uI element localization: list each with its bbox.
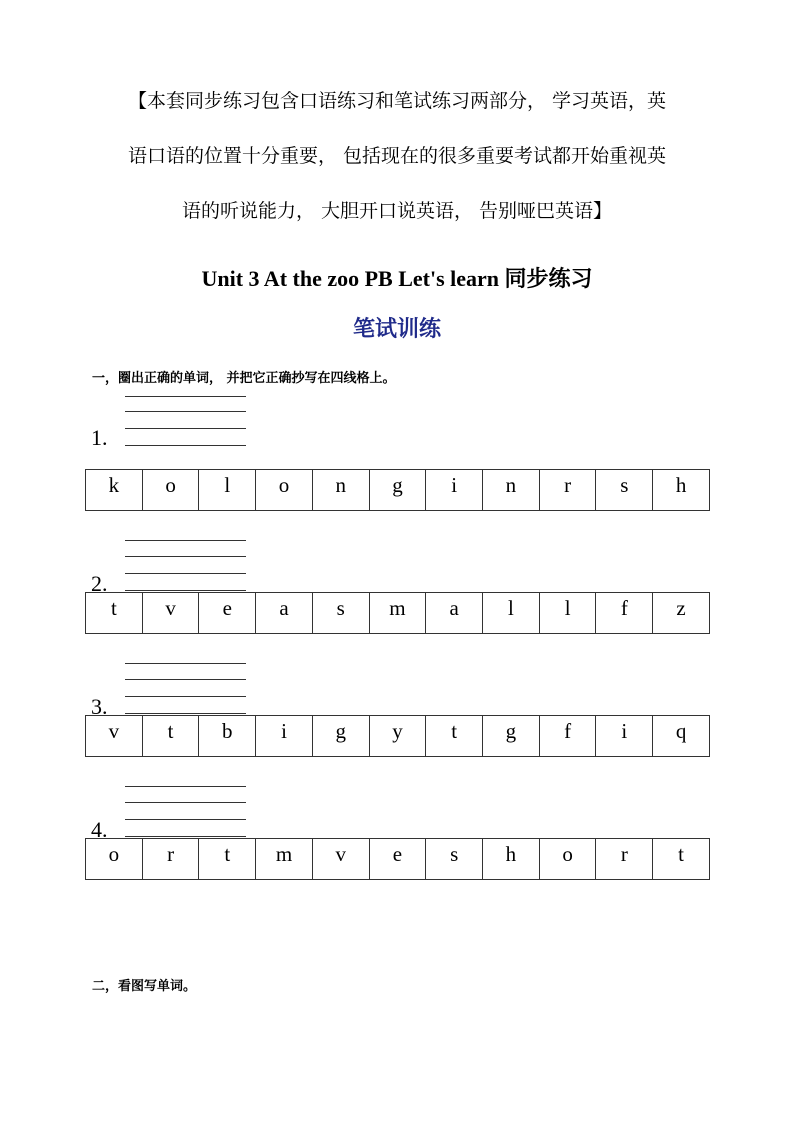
letter-cell[interactable]: i bbox=[596, 716, 653, 757]
intro-paragraph bbox=[60, 74, 734, 239]
page-subtitle: 笔试训练 bbox=[352, 316, 441, 342]
letter-cell[interactable]: g bbox=[312, 716, 369, 757]
intro-line: 语口语的位置十分重要， 包括现在的很多重要考试都开始重视英 bbox=[127, 145, 667, 167]
letter-cell[interactable]: a bbox=[256, 593, 313, 634]
letter-cell[interactable]: t bbox=[653, 839, 710, 880]
letter-grid bbox=[85, 715, 710, 757]
letter-cell[interactable]: t bbox=[86, 593, 143, 634]
letter-cell[interactable]: a bbox=[426, 593, 483, 634]
letter-grid bbox=[85, 469, 710, 511]
letter-cell[interactable]: r bbox=[539, 470, 596, 511]
intro-line: 【本套同步练习包含口语练习和笔试练习两部分， 学习英语，英 bbox=[127, 90, 667, 112]
exercise-1 bbox=[0, 392, 794, 522]
letter-cell[interactable]: t bbox=[142, 716, 199, 757]
letter-cell[interactable]: n bbox=[312, 470, 369, 511]
letter-cell[interactable]: g bbox=[483, 716, 540, 757]
letter-cell[interactable]: n bbox=[483, 470, 540, 511]
letter-grid bbox=[85, 592, 710, 634]
intro-line: 语的听说能力， 大胆开口说英语， 告别哑巴英语】 bbox=[181, 200, 613, 222]
letter-cell[interactable]: m bbox=[369, 593, 426, 634]
letter-cell[interactable]: h bbox=[653, 470, 710, 511]
letter-cell[interactable]: e bbox=[369, 839, 426, 880]
letter-cell[interactable]: f bbox=[596, 593, 653, 634]
letter-cell[interactable]: l bbox=[199, 470, 256, 511]
letter-cell[interactable]: o bbox=[142, 470, 199, 511]
exercise-2 bbox=[0, 515, 794, 645]
letter-cell[interactable]: e bbox=[199, 593, 256, 634]
letter-cell[interactable]: f bbox=[539, 716, 596, 757]
letter-cell[interactable]: k bbox=[86, 470, 143, 511]
letter-cell[interactable]: i bbox=[256, 716, 313, 757]
exercise-number: 2. bbox=[91, 571, 108, 596]
letter-cell[interactable]: q bbox=[653, 716, 710, 757]
page-title: Unit 3 At the zoo PB Let's learn 同步练习 bbox=[201, 266, 593, 291]
letter-cell[interactable]: l bbox=[539, 593, 596, 634]
letter-cell[interactable]: r bbox=[142, 839, 199, 880]
letter-cell[interactable]: v bbox=[142, 593, 199, 634]
letter-cell[interactable]: v bbox=[86, 716, 143, 757]
exercise-number: 1. bbox=[91, 425, 108, 450]
section-1-heading: 一，圈出正确的单词， 并把它正确抄写在四线格上。 bbox=[92, 371, 396, 386]
letter-cell[interactable]: t bbox=[199, 839, 256, 880]
letter-cell[interactable]: v bbox=[312, 839, 369, 880]
exercise-3 bbox=[0, 638, 794, 768]
exercise-number: 4. bbox=[91, 817, 108, 842]
letter-cell[interactable]: o bbox=[256, 470, 313, 511]
letter-cell[interactable]: o bbox=[539, 839, 596, 880]
letter-cell[interactable]: z bbox=[653, 593, 710, 634]
letter-cell[interactable]: s bbox=[426, 839, 483, 880]
letter-cell[interactable]: i bbox=[426, 470, 483, 511]
letter-cell[interactable]: h bbox=[483, 839, 540, 880]
letter-cell[interactable]: s bbox=[312, 593, 369, 634]
letter-cell[interactable]: l bbox=[483, 593, 540, 634]
letter-grid bbox=[85, 838, 710, 880]
letter-cell[interactable]: b bbox=[199, 716, 256, 757]
letter-cell[interactable]: t bbox=[426, 716, 483, 757]
exercise-4 bbox=[0, 761, 794, 891]
exercise-number: 3. bbox=[91, 694, 108, 719]
letter-cell[interactable]: r bbox=[596, 839, 653, 880]
letter-cell[interactable]: s bbox=[596, 470, 653, 511]
letter-cell[interactable]: y bbox=[369, 716, 426, 757]
section-2-heading: 二，看图写单词。 bbox=[92, 979, 197, 994]
letter-cell[interactable]: g bbox=[369, 470, 426, 511]
letter-cell[interactable]: m bbox=[256, 839, 313, 880]
letter-cell[interactable]: o bbox=[86, 839, 143, 880]
